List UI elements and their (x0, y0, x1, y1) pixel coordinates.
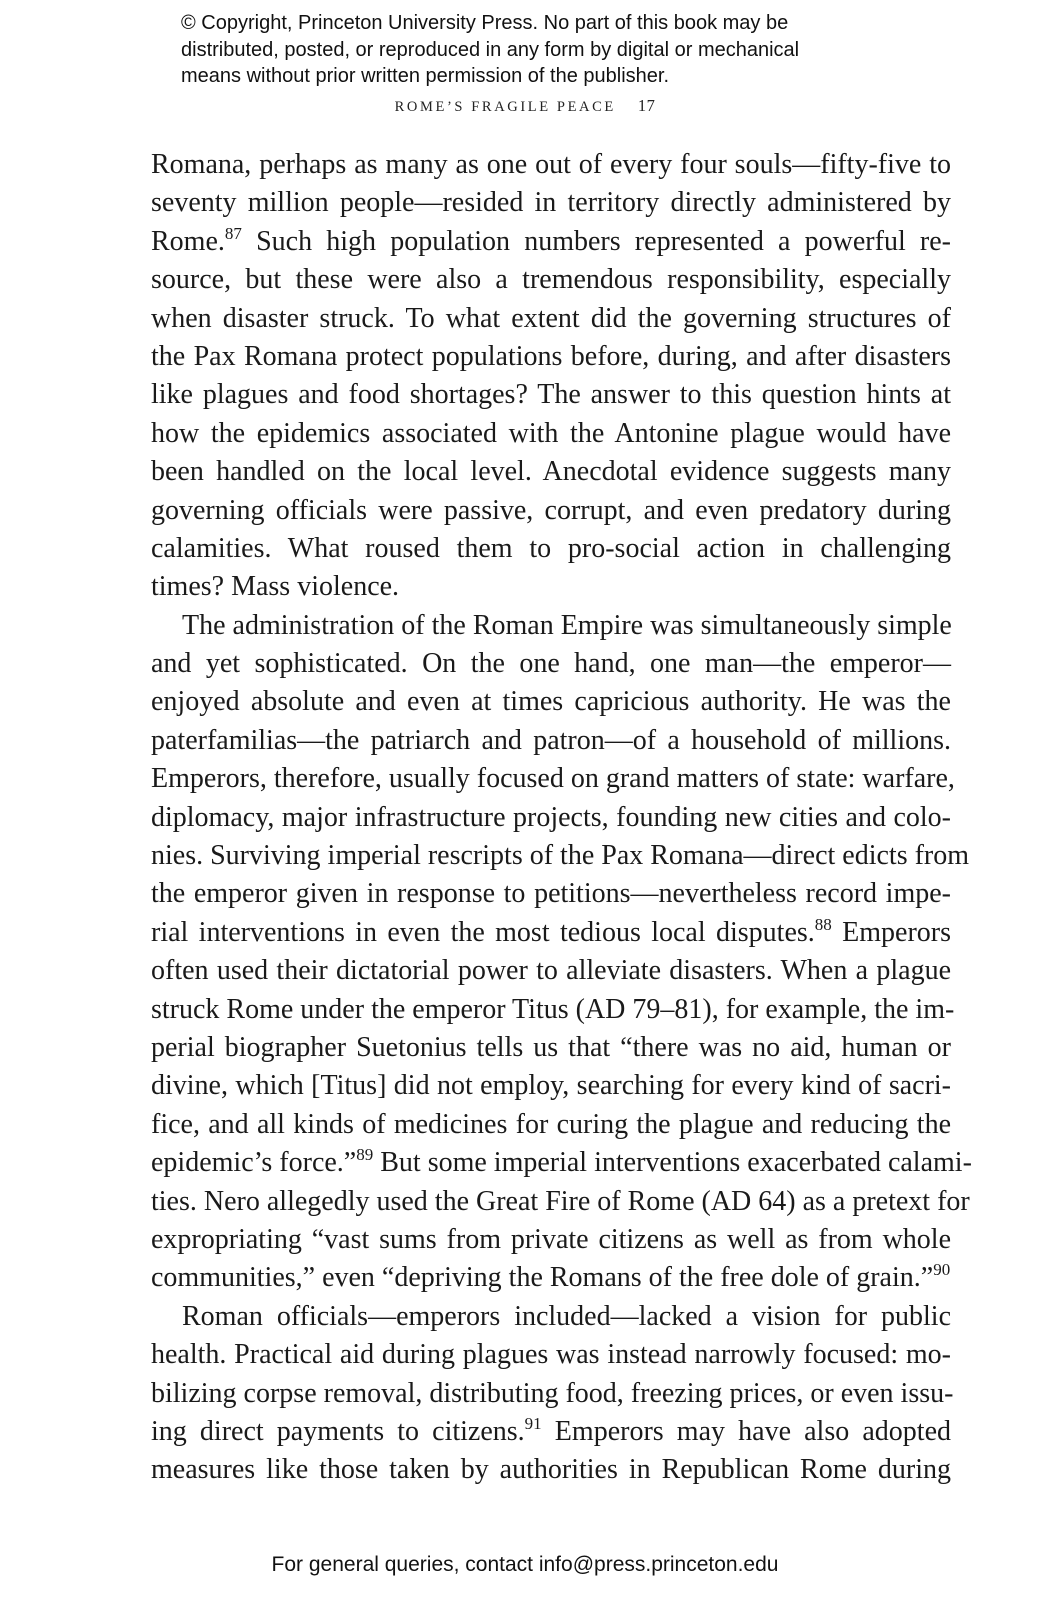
text-line (151, 722, 951, 760)
running-head (0, 96, 1050, 116)
footnote-marker[interactable]: 87 (224, 223, 242, 243)
text-line (151, 1298, 951, 1336)
text-line (151, 837, 970, 875)
text-line (151, 492, 951, 530)
text-line (151, 1183, 970, 1221)
text-line (151, 760, 955, 798)
text-line (151, 338, 951, 376)
text-run: the Pax Romana protect populations before, during, and after disasters (151, 340, 951, 372)
text-run: the emperor given in response to petitions—nevertheless record impe- (151, 878, 951, 910)
text-run: fice, and all kinds of medicines for curing the plague and reducing the (151, 1108, 951, 1140)
text-run: ties. Nero allegedly used the Great Fire of Rome (AD 64) as a pretext for (151, 1185, 970, 1217)
text-run: Emperors may have also adopted (541, 1415, 952, 1447)
text-run: nies. Surviving imperial rescripts of the Pax Romana—direct edicts from (151, 840, 970, 872)
text-line (151, 223, 951, 261)
text-line (151, 1336, 951, 1374)
text-run: Rome. (151, 225, 225, 257)
footnote-marker[interactable]: 89 (356, 1145, 374, 1165)
text-run: how the epidemics associated with the Antonine plague would have (151, 417, 951, 449)
text-line (151, 453, 951, 491)
copyright-notice-line: means without prior written permission of the publisher. (181, 65, 670, 87)
text-line (151, 645, 951, 683)
text-run: health. Practical aid during plagues was instead narrowly focused: mo- (151, 1339, 951, 1371)
text-line (151, 1106, 951, 1144)
text-line (151, 914, 951, 952)
text-line (151, 1375, 954, 1413)
text-run: seventy million people—resided in territory directly administered by (151, 187, 951, 219)
text-line (151, 1221, 951, 1259)
text-run: governing officials were passive, corrupt, and even predatory during (151, 494, 951, 526)
text-run: expropriating “vast sums from private citizens as well as from whole (151, 1223, 951, 1255)
text-line (151, 799, 951, 837)
text-run: struck Rome under the emperor Titus (AD 79–81), for example, the im- (151, 993, 955, 1025)
text-line (151, 1259, 951, 1297)
text-line (151, 1413, 951, 1451)
copyright-notice-line: © Copyright, Princeton University Press. No part of this book may be (181, 12, 789, 34)
page-number: 17 (637, 96, 656, 115)
text-line (151, 1029, 951, 1067)
text-line (151, 1144, 972, 1182)
copyright-notice-line: distributed, posted, or reproduced in any form by digital or mechanical (181, 38, 800, 61)
text-run: and yet sophisticated. On the one hand, one man—the emperor— (151, 648, 951, 680)
footnote-marker[interactable]: 90 (933, 1260, 951, 1280)
copyright-notice (181, 10, 901, 90)
text-line (151, 415, 951, 453)
footer-contact: For general queries, contact info@press.princeton.edu (271, 1553, 779, 1576)
text-run: But some imperial interventions exacerbated calami- (373, 1147, 972, 1179)
text-run: paterfamilias—the patriarch and patron—of a household of millions. (151, 724, 951, 756)
text-run: times? Mass violence. (151, 571, 400, 603)
text-run: calamities. What roused them to pro-social action in challenging (151, 532, 951, 564)
text-line (151, 875, 951, 913)
text-line (151, 530, 951, 568)
text-line (151, 991, 955, 1029)
text-run: enjoyed absolute and even at times capricious authority. He was the (151, 686, 951, 718)
text-line (151, 146, 951, 184)
text-line (151, 261, 951, 299)
text-run: The administration of the Roman Empire was simultaneously simple (182, 609, 952, 641)
text-line (151, 683, 951, 721)
text-run: rial interventions in even the most tedious local disputes. (151, 916, 815, 948)
text-run: Romana, perhaps as many as one out of every four souls—fifty-five to (151, 149, 951, 180)
running-head-title: ROME’S FRAGILE PEACE (394, 99, 616, 115)
text-run: when disaster struck. To what extent did the governing structures of (151, 302, 951, 334)
footnote-marker[interactable]: 88 (814, 914, 832, 934)
text-run: like plagues and food shortages? The answer to this question hints at (151, 379, 951, 411)
text-line (151, 607, 951, 645)
text-run: bilizing corpse removal, distributing food, freezing prices, or even issu- (151, 1377, 954, 1409)
footnote-marker[interactable]: 91 (524, 1413, 542, 1433)
text-run: communities,” even “depriving the Romans of the free dole of grain.” (151, 1262, 934, 1294)
text-run: source, but these were also a tremendous responsibility, especially (151, 264, 951, 296)
text-run: measures like those taken by authorities in Republican Rome during (151, 1454, 951, 1486)
text-run: been handled on the local level. Anecdotal evidence suggests many (151, 456, 951, 488)
text-run: Roman officials—emperors included—lacked a vision for public (182, 1300, 951, 1332)
text-run: Emperors (831, 916, 951, 948)
body-text (151, 146, 972, 1490)
text-run: ing direct payments to citizens. (151, 1415, 525, 1447)
text-line (151, 1067, 951, 1105)
text-line (151, 300, 951, 338)
text-run: Emperors, therefore, usually focused on grand matters of state: warfare, (151, 763, 955, 795)
text-line (151, 568, 951, 606)
text-run: perial biographer Suetonius tells us that “there was no aid, human or (151, 1031, 951, 1063)
text-run: Such high population numbers represented a powerful re- (241, 225, 951, 257)
text-line (151, 1451, 951, 1489)
text-run: divine, which [Titus] did not employ, searching for every kind of sacri- (151, 1070, 951, 1102)
text-run: often used their dictatorial power to alleviate disasters. When a plague (151, 955, 951, 987)
text-line (151, 376, 951, 414)
text-run: diplomacy, major infrastructure projects, founding new cities and colo- (151, 801, 951, 833)
text-run: epidemic’s force.” (151, 1147, 357, 1179)
text-line (151, 184, 951, 222)
text-line (151, 952, 951, 990)
